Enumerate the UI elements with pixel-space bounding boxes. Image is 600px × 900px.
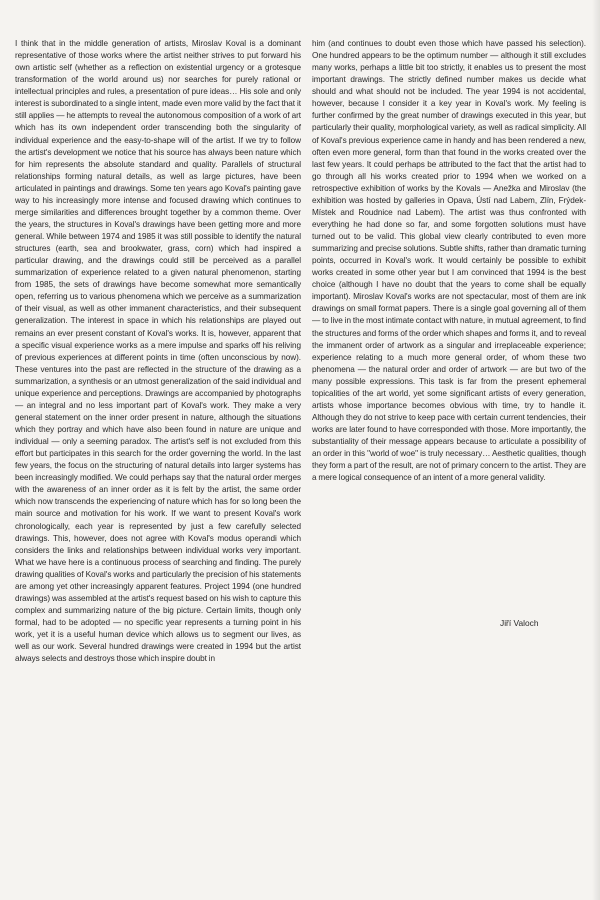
page-edge-shadow bbox=[592, 0, 600, 900]
author-signature: Jiří Valoch bbox=[500, 618, 539, 628]
text-column-left bbox=[15, 38, 301, 665]
text-column-right bbox=[312, 38, 586, 484]
essay-text-right: him (and continues to doubt even those which have passed his selection). One hundred appears to be the optimum number — although it still excludes many works, perhaps a little bit too strictly, it enables us to present the most important drawings. The strictly defined number makes us decide what should and what should not be included. The year 1994 is not accidental, however, because I consider it a key year in Koval's work. My feeling is further confirmed by the great number of drawings executed in this year, but particularly their quality, morphological variety, as well as radical simplicity. All of Koval's previous experience came in handy and has been rendered a new, often even more general, form than that found in the works created over the last few years. It could perhaps be attributed to the fact that the artist had to go through all his works created prior to 1994 when we worked on a retrospective exhibition of works by the Kovals — Anežka and Miroslav (the exhibition was hosted by galleries in Opava, Ústí nad Labem, Zlín, Frýdek-Místek and Roudnice nad Labem). The artist was thus confronted with everything he had done so far, and some forgotten solutions must have turned out to be valid. This global view clearly contributed to even more summarizing and precise solutions. Subtle shifts, rather than dramatic turning points, occurred in Koval's work. It would certainly be possible to exhibit works created in some other year but I am convinced that 1994 is the best choice (although I have no doubt that the years to come shall be equally important). Miroslav Koval's works are not spectacular, most of them are ink drawings on small format papers. There is a single goal governing all of them — to live in the most intimate contact with nature, in mutual agreement, to find the structures and forms of the order which shapes and forms it, and to reveal the immanent order of artwork as a singular and irreplaceable experience; experience relating to a much more general order, of whom these two phenomena — the natural order and order of artwork — are but two of the many possible expressions. This task is far from the present ephemeral topicalities of the art world, yet some significant artists of every generation, artists whose importance becomes obvious with time, try to handle it. Although they do not strive to keep pace with certain current tendencies, their works are later found to have corresponded with those. More importantly, the substantiality of their message appears because to articulate a possibility of an order in this "world of woe" is truly necessary… Aesthetic qualities, though they form a part of the result, are not of primary concern to the artist. They are a mere logical consequence of an intent of a more general validity. bbox=[312, 39, 586, 483]
essay-text-left: I think that in the middle generation of artists, Miroslav Koval is a dominant representative of those works where the artist neither strives to put forward his own artistic self (whether as a reflection on existential urgency or a grotesque transformation of the world around us) nor searches for purely rational or intellectual principles and rules, a presentation of pure ideas… His sole and only interest is subordinated to a single intent, made even more valid by the fact that it still applies — he attempts to reveal the autonomous composition of a work of art which has its own independent order transcending both the singularity of individual experience and the easy-to-shape will of the artist. If we try to follow the artist's development we notice that his source has always been nature which for him represents the absolute standard and quality. Parallels of structural relationships forming natural details, as well as large pictures, have been articulated in paintings and drawings. Some ten years ago Koval's painting gave way to his increasingly more intense and focused drawing which continues to merge similarities and differences brought together by a common theme. Over the years, the structures in Koval's drawings have been getting more and more general. While between 1974 and 1985 it was still possible to identify the natural structures (earth, sea and brookwater, grass, corn) which had inspired a particular drawing, and the drawings could still be perceived as a parallel summarization of experience related to a given natural phenomenon, starting from 1985, the sets of drawings have become somewhat more semantically open, referring us to various phenomena which we perceive as a summarization of their visual, as well as other immanent characteristics, and their subsequent generalization. The interest in space in which his relationships are played out remains an ever present constant of Koval's works. It is, however, apparent that a specific visual experience works as a mere impulse and sparks off his reliving of previous experiences at different points in time (often unconscious by now). These ventures into the past are reflected in the structure of the drawing as a summarization, a synthesis or an utmost generalization of the said individual and unique experience and perceptions. Drawings are accompanied by photographs — an integral and no less important part of Koval's work. They make a very general statement on the inner order present in nature, although the situations which they portray and which have also been found in nature are unique and individual — only a seeming paradox. The artist's self is not excluded from this effort but participates in this search for the order governing the world. In the last few years, the focus on the structuring of natural details into larger systems has been increasingly modified. We could perhaps say that the natural order merges with the awareness of an inner order as it is felt by the artist, the same order which now transcends the experiencing of nature which has for so long been the main source and motivation for his work. If we want to present Koval's work chronologically, each year is represented by just a few carefully selected drawings. This, however, does not agree with Koval's modus operandi which considers the links and relationships between individual works very important. What we have here is a continuous process of searching and finding. The purely drawing qualities of Koval's works and particularly the precision of his statements are among yet other increasingly apparent features. Project 1994 (one hundred drawings) was assembled at the artist's request based on his wish to capture this complex and summarizing nature of the big picture. Certain limits, though only formal, had to be adopted — no specific year represents a turning point in his work, yet it is a useful human device which allows us to segment our lives, as well as our work. Several hundred drawings were created in 1994 but the artist always selects and destroys those which inspire doubt in bbox=[15, 39, 301, 664]
